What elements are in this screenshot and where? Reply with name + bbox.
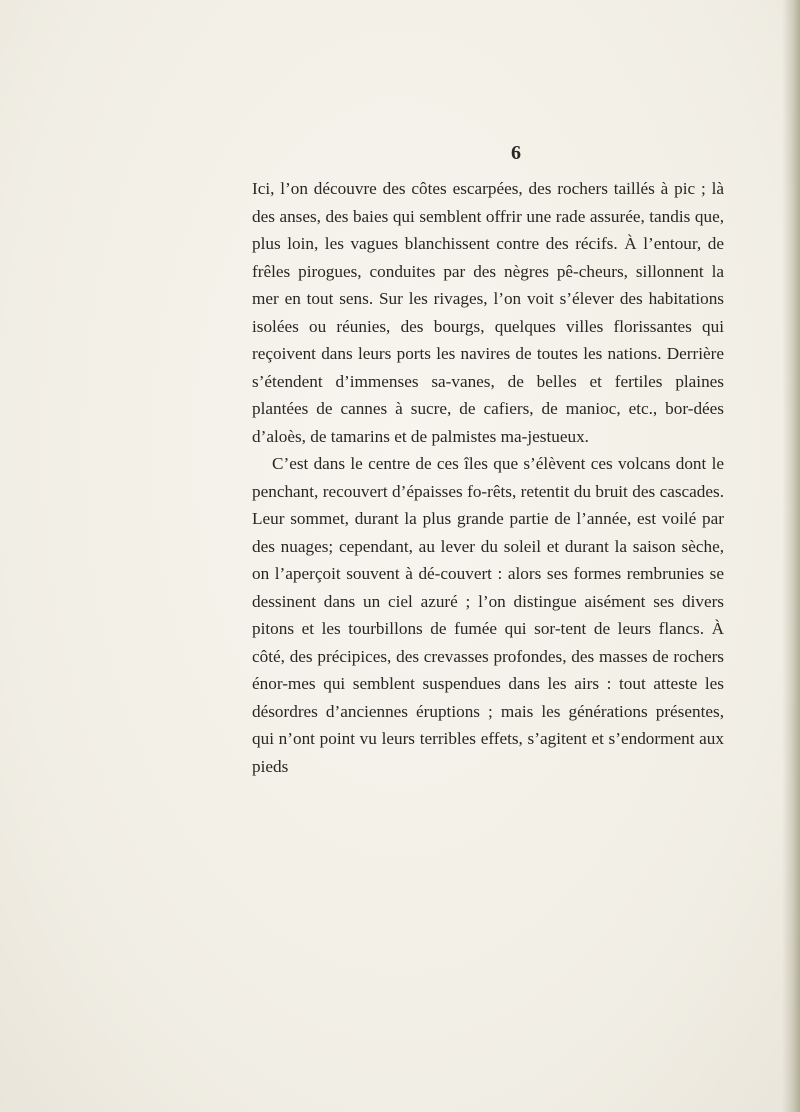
paragraph-2: C’est dans le centre de ces îles que s’élèvent ces volcans dont le penchant, recouvert d’épaisses fo-rêts, retentit du bruit des cascades. Leur sommet, durant la plus grande partie de l’année, est voilé par des nuages; cependant, au lever du soleil et durant la saison sèche, on l’aperçoit souvent à dé-couvert : alors ses formes rembrunies se dessinent dans un ciel azuré ; l’on distingue aisément ses divers pitons et les tourbillons de fumée qui sor-tent de leurs flancs. À côté, des précipices, des crevasses profondes, des masses de rochers énor-mes qui semblent suspendues dans les airs : tout atteste les désordres d’anciennes éruptions ; mais les générations présentes, qui n’ont point vu leurs terribles effets, s’agitent et s’endorment aux pieds [252, 454, 724, 776]
page-number: 6 [511, 142, 521, 164]
paragraph-1: Ici, l’on découvre des côtes escarpées, des rochers taillés à pic ; là des anses, des baies qui semblent offrir une rade assurée, tandis que, plus loin, les vagues blanchissent contre des récifs. À l’entour, de frêles pirogues, conduites par des nègres pê-cheurs, sillonnent la mer en tout sens. Sur les rivages, l’on voit s’élever des habitations isolées ou réunies, des bourgs, quelques villes florissantes qui reçoivent dans leurs ports les navires de toutes les nations. Derrière s’étendent d’immenses sa-vanes, de belles et fertiles plaines plantées de cannes à sucre, de cafiers, de manioc, etc., bor-dées d’aloès, de tamarins et de palmistes ma-jestueux. [252, 179, 724, 446]
page-edge-shadow [782, 0, 800, 1112]
body-text [252, 175, 724, 780]
